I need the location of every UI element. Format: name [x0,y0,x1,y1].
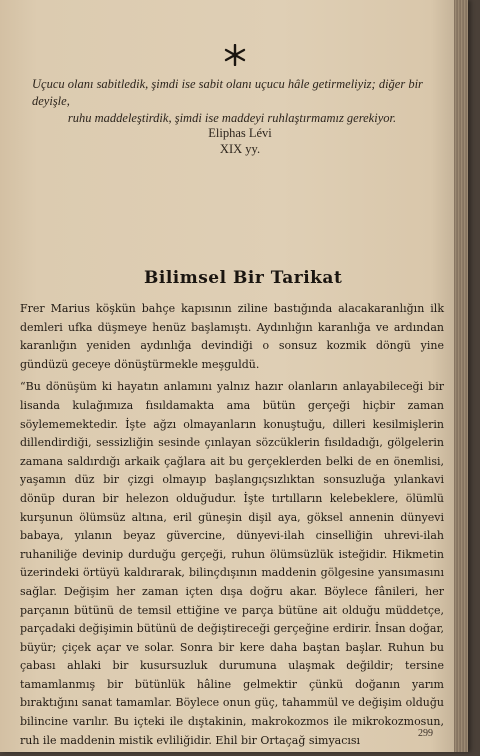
paragraph: Frer Marius köşkün bahçe kapısının ziline bastığında alacakaranlığın ilk demleri ufka düşmeye henüz başlamıştı. Aydınlığın karanlığa ve ardından karanlığın yeniden aydınlığa devindiği o sonsuz kozmik döngü yine gündüzü geceye dönüştürmekle meşguldü. [20,302,444,371]
star-ornament-icon [224,44,246,66]
epigraph-line-1: Uçucu olanı sabitledik, şimdi ise sabit olanı uçucu hâle getirmeliyiz; diğer bir deyişle, [32,77,423,108]
epigraph-author: Eliphas Lévi [208,126,272,140]
epigraph-quote [22,76,442,127]
page-edge [454,0,468,752]
page-number: 299 [418,728,433,739]
paragraph: “Bu dönüşüm ki hayatın anlamını yalnız hazır olanların anlayabileceği bir lisanda kulağımıza fısıldamakta ama bütün gerçeği hiçbir zaman söylememektedir. İşte ağzı olmayanların konuştuğu, dilleri kesilmişlerin dillendirdiği, sessizliğin sesinde çınlayan sözcüklerin fısıldadığı, gölgelerin zamana saldırdığı arkaik çağlara ait bu gerçeklerden belki de en önemlisi, yaşamın düz bir çizgi olmayıp başlangıçsızlıktan sonsuzluğa yılankavi dönüp duran bir helezon olduğudur. İşte tırtılların kelebeklere, ölümlü kurşunun ölümsüz altına, eril güneşin dişil aya, göksel annenin dünyevi babaya, yılanın beyaz güvercine, dünyevi-ilah cinselliğin uhrevi-ilah ruhaniliğe devinip durduğu gerçeği, ruhun ölümsüzlük isteğidir. Hikmetin üzerindeki örtüyü kaldırarak, bilinçdışının maddenin gölgesine yansımasını sağlar. Değişim her zaman içten dışa doğru akar. Böylece fânileri, her parçanın bütünü de temsil ettiğine ve parça bütüne ait olduğu müddetçe, parçadaki değişimin bütünü de değiştireceği gerçeğine erdirir. İnsan doğar, büyür; çiçek açar ve solar. Sonra bir kere daha baştan başlar. Ruhun bu çabası ahlaki bir kusursuzluk durumuna ulaşmak değildir; tersine tamamlanmış bir bütünlük hâline gelmektir çünkü doğanın yarım bıraktığını sanat tamamlar. Böylece onun güç, tahammül ve değişim olduğu bilincine varılır. Bu içteki ile dıştakinin, makrokozmos ile mikrokozmosun, ruh ile maddenin mistik evliliğidir. Ehil bir Ortaçağ simyacısı [20,380,444,747]
epigraph-line-2: ruhu maddeleştirdik, şimdi ise maddeyi ruhlaştırmamız gerekiyor. [67,111,397,125]
body-text [20,300,444,752]
epigraph-attribution [0,125,468,157]
epigraph-century: XIX yy. [219,142,261,156]
chapter-title: Bilimsel Bir Tarikat [144,268,343,288]
